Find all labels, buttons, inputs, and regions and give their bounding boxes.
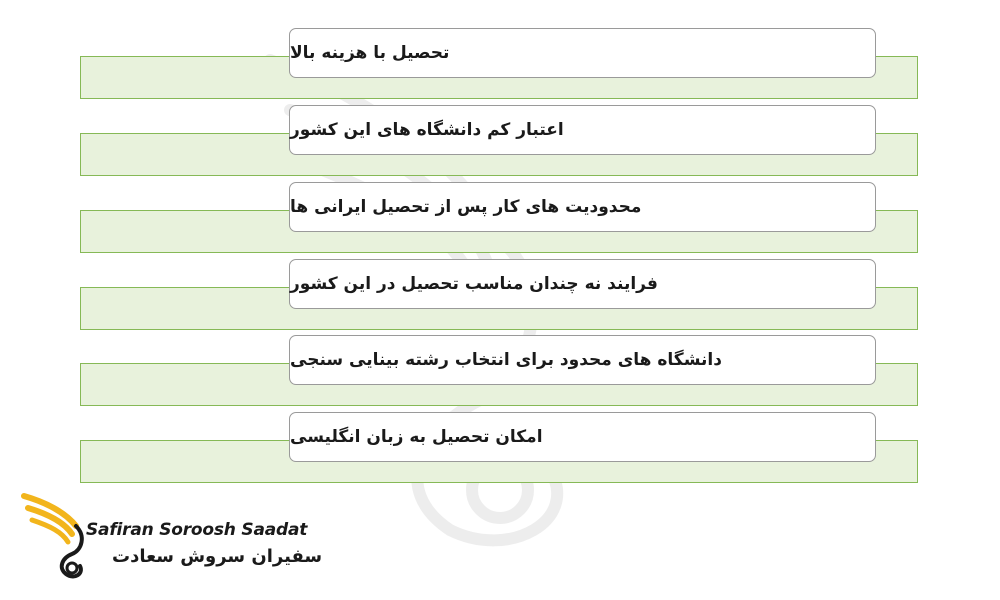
list-item (0, 335, 1000, 415)
item-card (289, 182, 876, 232)
brand-name-latin: Safiran Soroosh Saadat (86, 520, 308, 540)
list-item (0, 105, 1000, 185)
list-item (0, 28, 1000, 108)
item-label: محدودیت های کار پس از تحصیل ایرانی ها (290, 197, 642, 217)
item-label: امکان تحصیل به زبان انگلیسی (290, 427, 543, 447)
item-card (289, 335, 876, 385)
list-item (0, 412, 1000, 492)
item-card (289, 105, 876, 155)
item-card (289, 28, 876, 78)
item-label: تحصیل با هزینه بالا (290, 43, 450, 63)
brand-logo (20, 488, 323, 588)
item-card (289, 412, 876, 462)
brand-name-persian: سفیران سروش سعادت (112, 546, 323, 567)
item-label: اعتبار کم دانشگاه های این کشور (290, 120, 564, 140)
list-item (0, 182, 1000, 262)
list-item (0, 259, 1000, 339)
item-label: فرایند نه چندان مناسب تحصیل در این کشور (290, 274, 658, 294)
item-label: دانشگاه های محدود برای انتخاب رشته بینایی سنجی (290, 350, 722, 370)
item-card (289, 259, 876, 309)
